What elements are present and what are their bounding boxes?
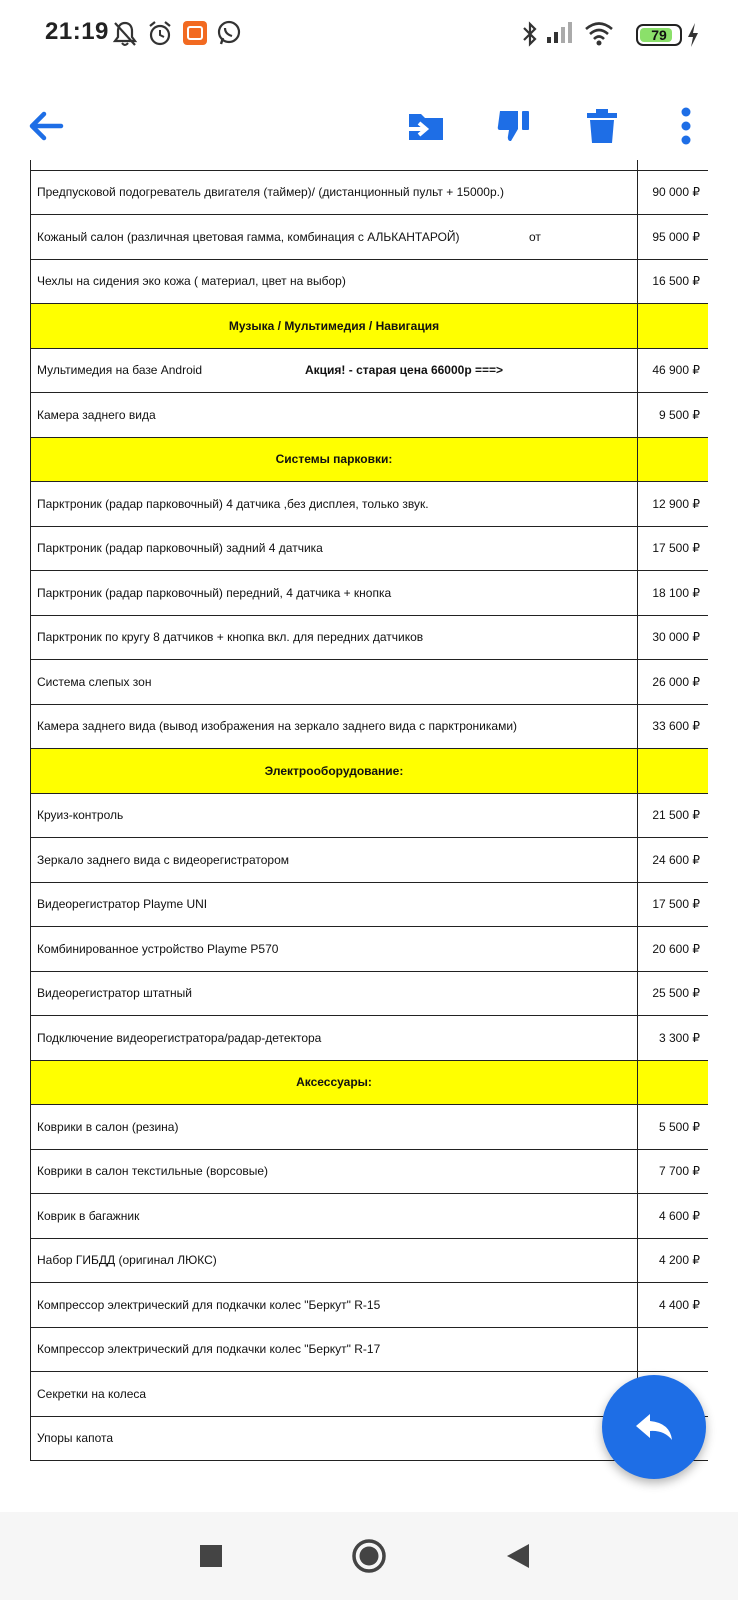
item-cell xyxy=(31,882,638,927)
item-price: 24 600 ₽ xyxy=(638,838,709,883)
table-row xyxy=(31,660,709,705)
recents-button[interactable] xyxy=(189,1534,233,1578)
table-row xyxy=(31,526,709,571)
table-row xyxy=(31,1149,709,1194)
table-row xyxy=(31,838,709,883)
table-row xyxy=(31,1327,709,1372)
section-empty-cell xyxy=(638,749,709,794)
wifi-icon xyxy=(584,20,614,46)
section-title: Музыка / Мультимедия / Навигация xyxy=(31,304,638,349)
item-label: Парктроник (радар парковочный) 4 датчика ,без дисплея, только звук. xyxy=(37,496,429,511)
home-button[interactable] xyxy=(347,1534,391,1578)
table-row xyxy=(31,927,709,972)
section-header-row xyxy=(31,1060,709,1105)
item-cell xyxy=(31,615,638,660)
table-row xyxy=(31,1105,709,1150)
item-price: 25 500 ₽ xyxy=(638,971,709,1016)
item-label: Камера заднего вида (вывод изображения на зеркало заднего вида с парктрониками) xyxy=(37,719,518,734)
item-price: 12 900 ₽ xyxy=(638,482,709,527)
item-label: Парктроник по кругу 8 датчиков + кнопка вкл. для передних датчиков xyxy=(37,630,424,645)
item-cell xyxy=(31,1283,638,1328)
whatsapp-icon xyxy=(216,20,242,46)
item-cell xyxy=(31,793,638,838)
item-cell xyxy=(31,215,638,260)
section-header-row xyxy=(31,304,709,349)
item-price: 18 100 ₽ xyxy=(638,571,709,616)
table-row xyxy=(31,1238,709,1283)
table-row xyxy=(31,1194,709,1239)
alarm-icon xyxy=(147,20,173,48)
table-row xyxy=(31,1016,709,1061)
table-row xyxy=(31,704,709,749)
item-label: Секретки на колеса xyxy=(37,1386,147,1401)
move-to-folder-button[interactable] xyxy=(402,102,450,150)
table-row-stub xyxy=(31,160,709,170)
item-price: 46 900 ₽ xyxy=(638,348,709,393)
item-price: 17 500 ₽ xyxy=(638,526,709,571)
item-label: Кожаный салон (различная цветовая гамма, комбинация с АЛЬКАНТАРОЙ) xyxy=(37,229,460,244)
back-triangle-icon xyxy=(505,1542,531,1570)
reply-fab[interactable] xyxy=(602,1375,706,1479)
item-label: Видеорегистратор Playme UNI xyxy=(37,897,208,912)
item-price: 30 000 ₽ xyxy=(638,615,709,660)
item-label: Подключение видеорегистратора/радар-детектора xyxy=(37,1030,322,1045)
more-options-button[interactable] xyxy=(662,102,710,150)
item-cell xyxy=(31,348,638,393)
item-label: Предпусковой подогреватель двигателя (таймер)/ (дистанционный пульт + 15000р.) xyxy=(37,185,504,200)
item-price: 9 500 ₽ xyxy=(638,393,709,438)
item-label: Система слепых зон xyxy=(37,674,152,689)
promo-note: Акция! - старая цена 66000р ===> xyxy=(305,363,504,378)
move-to-folder-icon xyxy=(405,108,447,144)
item-price: 95 000 ₽ xyxy=(638,215,709,260)
bluetooth-icon xyxy=(520,20,540,48)
item-label: Упоры капота xyxy=(37,1431,114,1446)
section-header-row xyxy=(31,437,709,482)
item-price: 21 500 ₽ xyxy=(638,793,709,838)
item-cell xyxy=(31,1327,638,1372)
item-price: 90 000 ₽ xyxy=(638,170,709,215)
item-cell xyxy=(31,1416,638,1461)
table-row xyxy=(31,1283,709,1328)
section-empty-cell xyxy=(638,437,709,482)
table-row xyxy=(31,571,709,616)
item-price: 4 400 ₽ xyxy=(638,1283,709,1328)
table-row xyxy=(31,259,709,304)
item-price: 7 700 ₽ xyxy=(638,1149,709,1194)
item-price: 4 600 ₽ xyxy=(638,1194,709,1239)
table-row xyxy=(31,971,709,1016)
item-cell xyxy=(31,927,638,972)
item-cell xyxy=(31,571,638,616)
item-label: Парктроник (радар парковочный) задний 4 датчика xyxy=(37,541,323,556)
status-bar xyxy=(0,0,738,70)
item-label: Коврики в салон (резина) xyxy=(37,1119,179,1134)
item-label: Компрессор электрический для подкачки колес "Беркут" R-17 xyxy=(37,1342,381,1357)
section-header-row xyxy=(31,749,709,794)
table-row xyxy=(31,393,709,438)
item-price: 26 000 ₽ xyxy=(638,660,709,705)
item-cell xyxy=(31,482,638,527)
battery-level: 79 xyxy=(651,27,667,43)
item-cell xyxy=(31,526,638,571)
item-label: Компрессор электрический для подкачки колес "Беркут" R-15 xyxy=(37,1297,381,1312)
item-price: 16 500 ₽ xyxy=(638,259,709,304)
item-cell xyxy=(31,170,638,215)
mute-bell-icon xyxy=(112,20,138,48)
section-title: Системы парковки: xyxy=(31,437,638,482)
section-empty-cell xyxy=(638,304,709,349)
item-label: Видеорегистратор штатный xyxy=(37,986,192,1001)
section-title: Электрооборудование: xyxy=(31,749,638,794)
item-cell xyxy=(31,660,638,705)
system-nav-bar xyxy=(0,1512,738,1600)
table-row xyxy=(31,215,709,260)
item-cell xyxy=(31,1105,638,1150)
section-empty-cell xyxy=(638,1060,709,1105)
item-price: 17 500 ₽ xyxy=(638,882,709,927)
item-label: Круиз-контроль xyxy=(37,808,124,823)
item-price: 20 600 ₽ xyxy=(638,927,709,972)
item-label: Парктроник (радар парковочный) передний, 4 датчика + кнопка xyxy=(37,585,392,600)
price-from-label: от xyxy=(529,229,541,244)
item-price xyxy=(638,1327,709,1372)
item-label: Коврик в багажник xyxy=(37,1208,140,1223)
item-price: 33 600 ₽ xyxy=(638,704,709,749)
more-vert-icon xyxy=(680,107,692,145)
trash-icon xyxy=(585,107,619,145)
table-row xyxy=(31,793,709,838)
status-time: 21:19 xyxy=(45,18,109,45)
mi-app-icon xyxy=(182,20,208,46)
item-cell xyxy=(31,1238,638,1283)
item-label: Коврики в салон текстильные (ворсовые) xyxy=(37,1164,269,1179)
back-arrow-icon xyxy=(27,110,65,142)
table-row xyxy=(31,482,709,527)
recents-square-icon xyxy=(199,1544,223,1568)
section-title: Аксессуары: xyxy=(31,1060,638,1105)
item-label: Набор ГИБДД (оригинал ЛЮКС) xyxy=(37,1253,217,1268)
item-cell xyxy=(31,393,638,438)
item-cell xyxy=(31,838,638,883)
item-label: Зеркало заднего вида с видеорегистратором xyxy=(37,852,290,867)
item-cell xyxy=(31,971,638,1016)
item-label: Чехлы на сидения эко кожа ( материал, цвет на выбор) xyxy=(37,274,346,289)
item-cell xyxy=(31,704,638,749)
item-cell xyxy=(31,1149,638,1194)
item-cell xyxy=(31,1016,638,1061)
item-cell xyxy=(31,1194,638,1239)
table-row xyxy=(31,348,709,393)
dislike-button[interactable] xyxy=(490,102,538,150)
item-price: 5 500 ₽ xyxy=(638,1105,709,1150)
home-circle-icon xyxy=(351,1538,387,1574)
back-nav-button[interactable] xyxy=(496,1534,540,1578)
item-label: Мультимедия на базе Android xyxy=(37,363,203,378)
item-label: Комбинированное устройство Playme P570 xyxy=(37,941,279,956)
delete-button[interactable] xyxy=(578,102,626,150)
item-price: 3 300 ₽ xyxy=(638,1016,709,1061)
table-row xyxy=(31,170,709,215)
table-row xyxy=(31,882,709,927)
price-table xyxy=(30,160,708,1510)
battery-icon xyxy=(636,24,682,46)
signal-icon xyxy=(546,20,574,44)
item-price: 4 200 ₽ xyxy=(638,1238,709,1283)
item-cell xyxy=(31,259,638,304)
table-row xyxy=(31,615,709,660)
item-cell xyxy=(31,1372,638,1417)
app-bar xyxy=(0,90,738,160)
item-label: Камера заднего вида xyxy=(37,407,156,422)
back-button[interactable] xyxy=(22,102,70,150)
reply-icon xyxy=(634,1412,674,1442)
dislike-icon xyxy=(496,107,532,145)
charging-icon xyxy=(686,22,700,48)
